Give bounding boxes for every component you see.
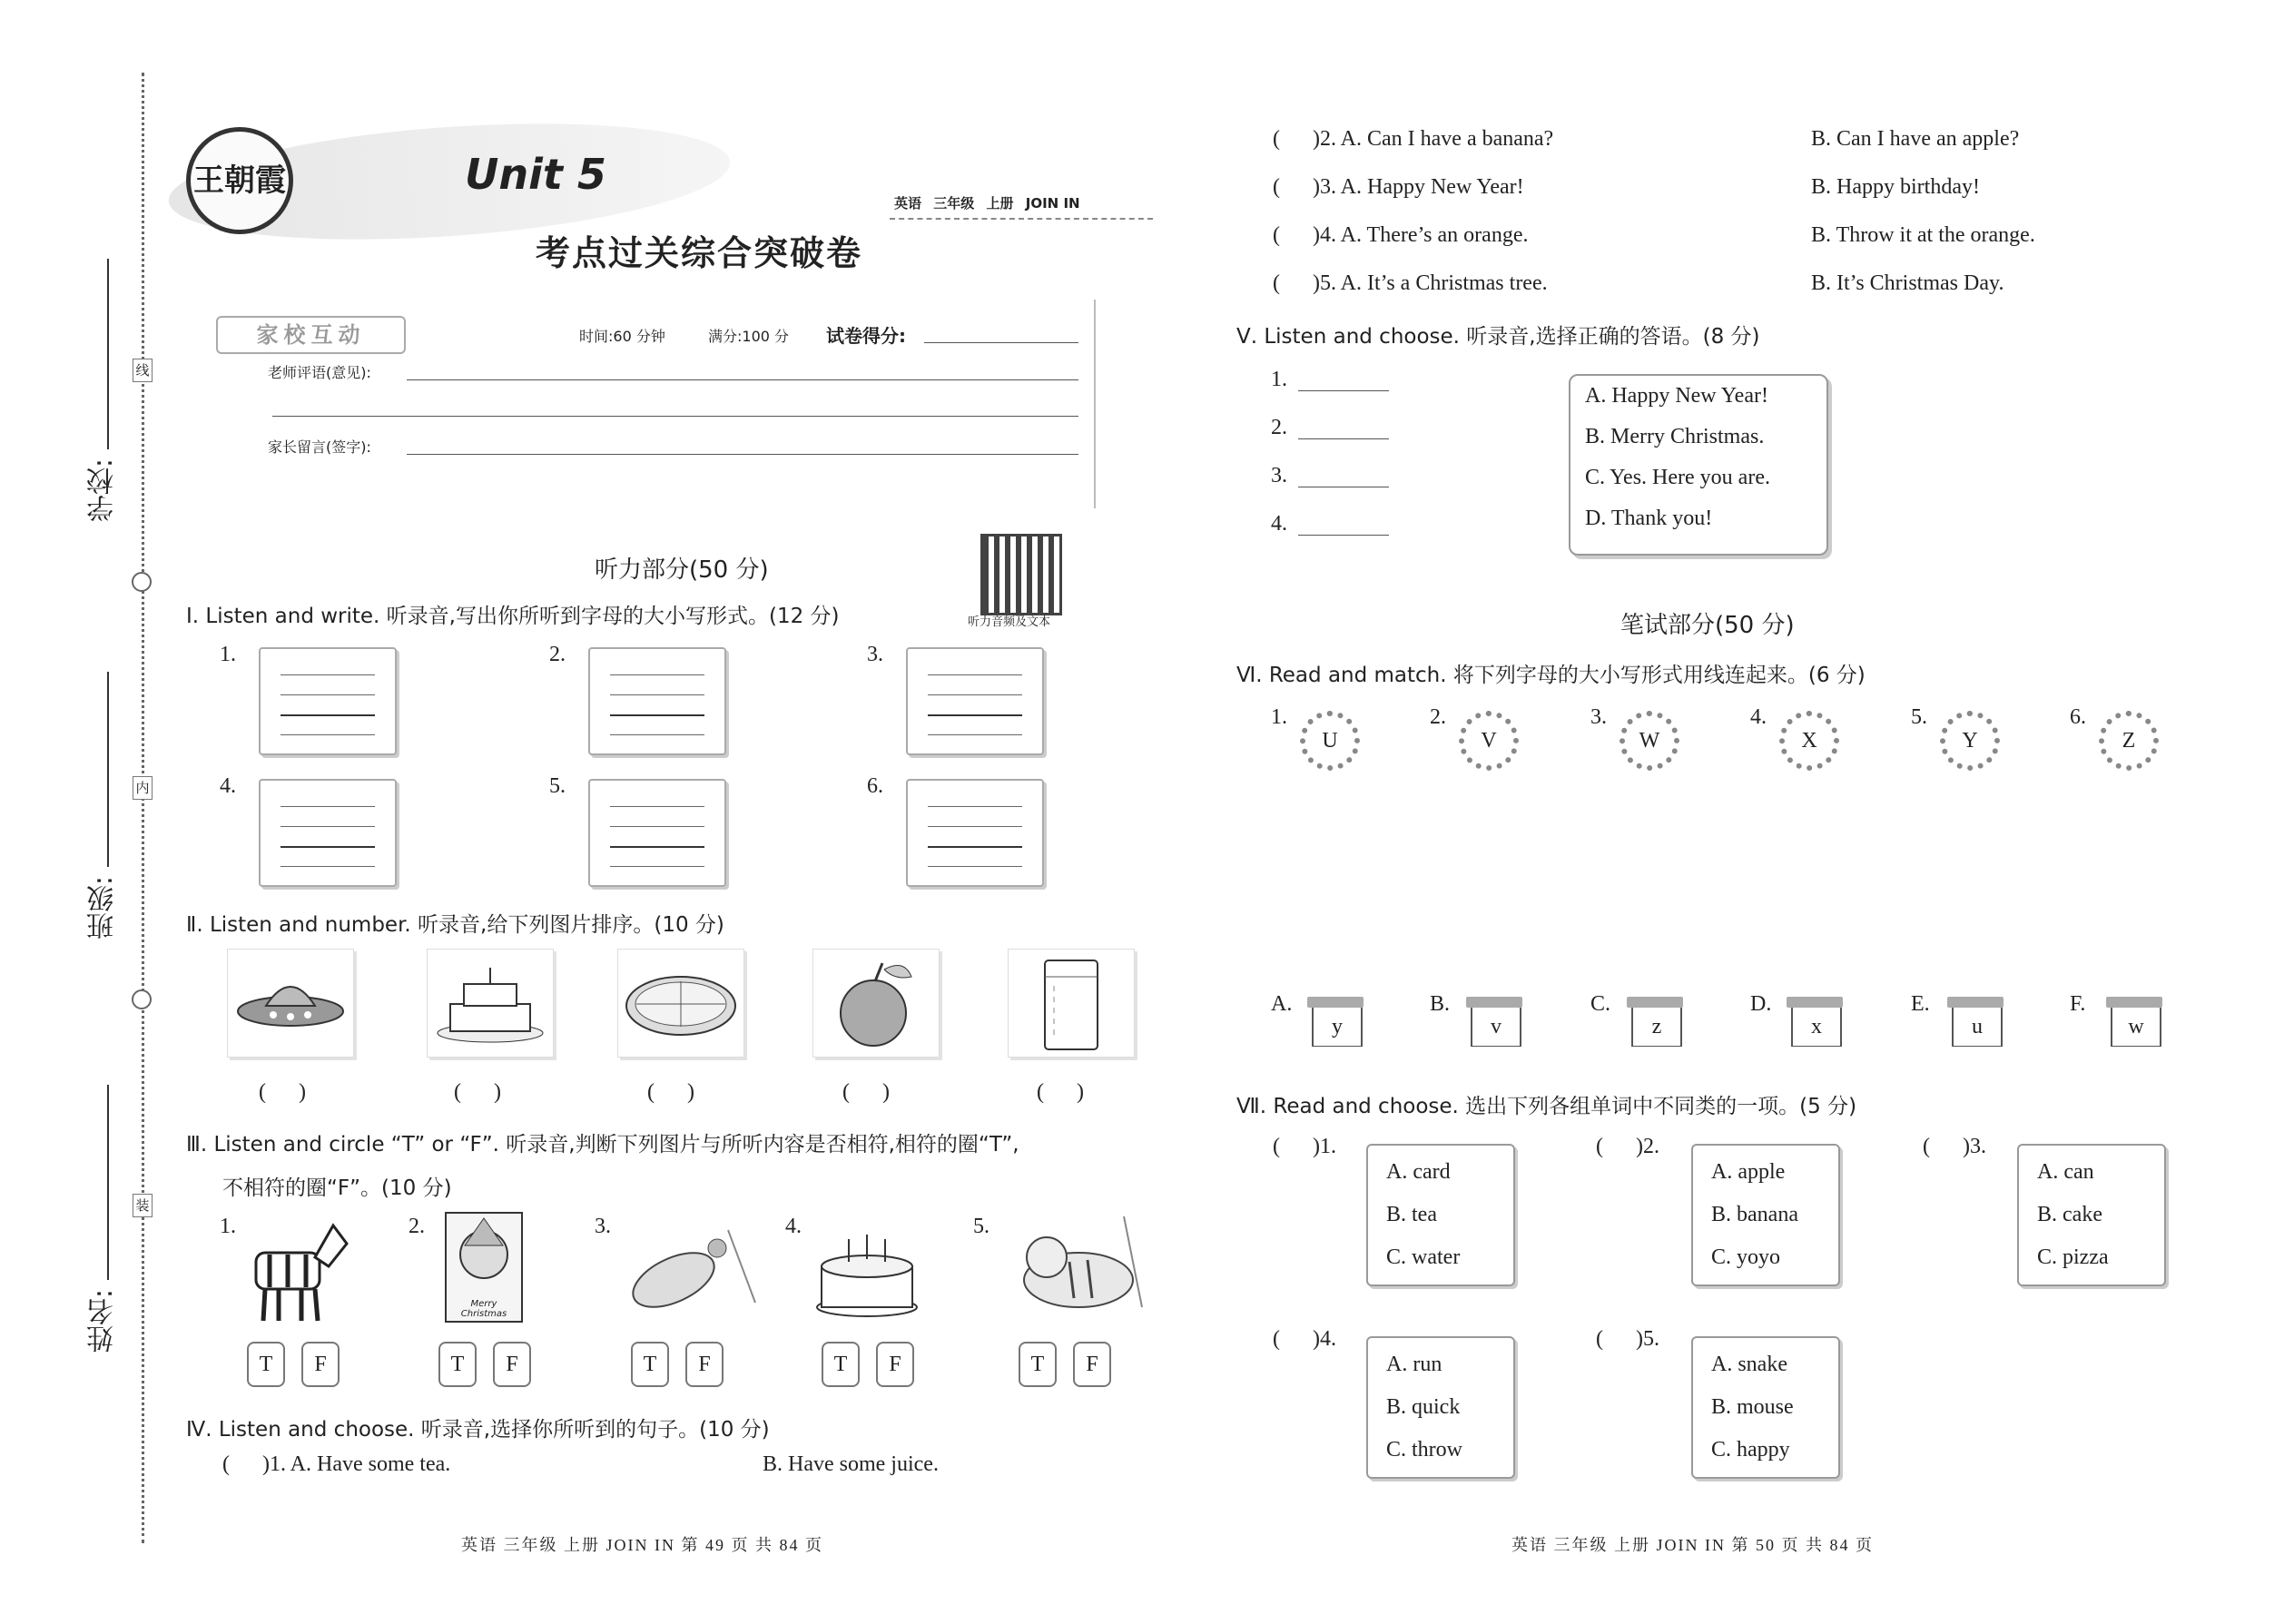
upper-letter-number: 5. bbox=[1911, 705, 1927, 729]
upper-letter-number: 2. bbox=[1430, 705, 1446, 729]
word-group-box bbox=[1366, 1336, 1515, 1479]
word-group-box bbox=[1366, 1144, 1515, 1286]
lower-letter-basket[interactable] bbox=[1307, 997, 1364, 1048]
odd-one-out-item-3[interactable]: ( )3. bbox=[1923, 1135, 1986, 1158]
birthday-cake-icon bbox=[808, 1221, 926, 1321]
score-label: 试卷得分: bbox=[826, 325, 906, 347]
answer-blank-2[interactable] bbox=[1298, 438, 1389, 439]
lower-letter: z bbox=[1631, 1008, 1682, 1047]
glass-picture bbox=[1008, 949, 1135, 1058]
divider bbox=[1094, 300, 1096, 508]
tag-grade: 三年级 bbox=[933, 195, 975, 212]
upper-letter-wreath[interactable]: X bbox=[1779, 711, 1839, 771]
lower-letter-label: C. bbox=[1590, 992, 1611, 1016]
answer-option-c: C. Yes. Here you are. bbox=[1585, 466, 1770, 489]
publisher-logo: 王朝霞 bbox=[186, 127, 293, 234]
listening-title: 听力部分(50 分) bbox=[595, 556, 769, 584]
odd-one-out-item-2[interactable]: ( )2. bbox=[1596, 1135, 1659, 1158]
answer-number-4: 4. bbox=[1271, 512, 1287, 536]
write-item-number: 5. bbox=[549, 774, 566, 798]
home-school-box: 家校互动 bbox=[216, 316, 406, 354]
name-write-line[interactable] bbox=[107, 1085, 109, 1280]
word-option-c: C. yoyo bbox=[1711, 1245, 1781, 1269]
letter-writing-box[interactable] bbox=[259, 779, 397, 887]
pizza-icon bbox=[618, 950, 743, 1057]
word-option-b: B. cake bbox=[2037, 1203, 2102, 1226]
answer-options-box bbox=[1569, 374, 1828, 556]
time-info: 时间:60 分钟 bbox=[579, 328, 665, 345]
section-5-heading: Ⅴ. Listen and choose. 听录音,选择正确的答语。(8 分) bbox=[1236, 325, 1760, 349]
false-option-2[interactable]: F bbox=[493, 1342, 531, 1387]
letter-writing-box[interactable] bbox=[906, 647, 1044, 755]
write-item-number: 4. bbox=[220, 774, 236, 798]
word-option-a: A. run bbox=[1386, 1353, 1442, 1376]
tag-underline bbox=[890, 218, 1153, 220]
ufo-picture bbox=[227, 949, 354, 1058]
upper-letter-wreath[interactable]: Y bbox=[1940, 711, 2000, 771]
number-paren-1[interactable]: ( ) bbox=[259, 1080, 306, 1104]
page-footer-right: 英语 三年级 上册 JOIN IN 第 50 页 共 84 页 bbox=[1511, 1536, 1874, 1554]
lower-letter-basket[interactable] bbox=[1947, 997, 2004, 1048]
write-item-number: 6. bbox=[867, 774, 883, 798]
tag-volume: 上册 bbox=[986, 195, 1014, 212]
word-group-box bbox=[1691, 1336, 1840, 1479]
lower-letter-label: F. bbox=[2070, 992, 2086, 1016]
choice-item-4-b: B. Throw it at the orange. bbox=[1811, 223, 2035, 247]
false-option-1[interactable]: F bbox=[301, 1342, 340, 1387]
unit-title: Unit 5 bbox=[465, 150, 606, 199]
false-option-3[interactable]: F bbox=[685, 1342, 724, 1387]
write-item-number: 1. bbox=[220, 643, 236, 666]
lower-letter-basket[interactable] bbox=[1787, 997, 1843, 1048]
cake-picture bbox=[427, 949, 554, 1058]
glass-of-juice-icon bbox=[1009, 950, 1134, 1057]
qr-code-icon[interactable] bbox=[980, 534, 1062, 615]
section-2-heading: Ⅱ. Listen and number. 听录音,给下列图片排序。(10 分) bbox=[186, 913, 724, 937]
qr-caption: 听力音频及文本 bbox=[968, 615, 1051, 629]
parent-comment-label: 家长留言(签字): bbox=[268, 438, 371, 456]
seal-char-2: 内 bbox=[133, 776, 153, 800]
lower-letter-basket[interactable] bbox=[2106, 997, 2162, 1048]
true-option-5[interactable]: T bbox=[1019, 1342, 1057, 1387]
lower-letter: w bbox=[2111, 1008, 2161, 1047]
tag-subject: 英语 bbox=[894, 195, 922, 212]
odd-one-out-item-4[interactable]: ( )4. bbox=[1273, 1327, 1336, 1351]
word-option-a: A. card bbox=[1386, 1160, 1451, 1184]
word-option-b: B. mouse bbox=[1711, 1395, 1794, 1419]
upper-letter-wreath[interactable]: W bbox=[1620, 711, 1679, 771]
choice-item-1-b: B. Have some juice. bbox=[763, 1452, 939, 1476]
tag-edition: JOIN IN bbox=[1025, 195, 1080, 212]
full-score-info: 满分:100 分 bbox=[708, 328, 790, 345]
write-item-number: 2. bbox=[549, 643, 566, 666]
zebra-icon bbox=[238, 1216, 356, 1325]
word-option-c: C. pizza bbox=[2037, 1245, 2109, 1269]
word-group-box bbox=[1691, 1144, 1840, 1286]
answer-number-1: 1. bbox=[1271, 368, 1287, 391]
false-option-4[interactable]: F bbox=[876, 1342, 914, 1387]
odd-one-out-item-5[interactable]: ( )5. bbox=[1596, 1327, 1659, 1351]
upper-letter-wreath[interactable]: U bbox=[1300, 711, 1360, 771]
choice-item-5-b: B. It’s Christmas Day. bbox=[1811, 271, 2004, 295]
item-number: 1. bbox=[220, 1215, 236, 1238]
upper-letter-number: 4. bbox=[1750, 705, 1767, 729]
true-option-3[interactable]: T bbox=[631, 1342, 669, 1387]
word-option-c: C. happy bbox=[1711, 1438, 1790, 1462]
cat-with-ball-icon bbox=[610, 1221, 764, 1321]
tiger-icon bbox=[997, 1207, 1151, 1321]
lower-letter-label: B. bbox=[1430, 992, 1451, 1016]
lower-letter: x bbox=[1791, 1008, 1842, 1047]
number-paren-4[interactable]: ( ) bbox=[842, 1080, 890, 1104]
school-label: 学校: bbox=[87, 458, 119, 523]
lower-letter: v bbox=[1471, 1008, 1521, 1047]
choice-item-2[interactable]: ( )2. A. Can I have a banana? bbox=[1273, 127, 1554, 151]
apple-picture bbox=[812, 949, 940, 1058]
answer-option-b: B. Merry Christmas. bbox=[1585, 425, 1765, 448]
item-number: 2. bbox=[409, 1215, 425, 1238]
binding-dotted-line bbox=[142, 73, 144, 1543]
teacher-comment-line[interactable] bbox=[407, 379, 1078, 380]
course-tags bbox=[894, 193, 1088, 212]
true-option-1[interactable]: T bbox=[247, 1342, 285, 1387]
answer-blank-1[interactable] bbox=[1298, 390, 1389, 391]
lower-letter-label: A. bbox=[1271, 992, 1293, 1016]
word-option-b: B. quick bbox=[1386, 1395, 1461, 1419]
class-write-line[interactable] bbox=[107, 672, 109, 867]
teacher-comment-line-2[interactable] bbox=[272, 416, 1078, 417]
odd-one-out-item-1[interactable]: ( )1. bbox=[1273, 1135, 1336, 1158]
lower-letter-label: D. bbox=[1750, 992, 1772, 1016]
choice-item-2-b: B. Can I have an apple? bbox=[1811, 127, 2020, 151]
writing-title: 笔试部分(50 分) bbox=[1620, 612, 1795, 639]
seal-char-1: 线 bbox=[133, 359, 153, 382]
item-number: 4. bbox=[785, 1215, 802, 1238]
choice-item-5[interactable]: ( )5. A. It’s a Christmas tree. bbox=[1273, 271, 1548, 295]
true-option-2[interactable]: T bbox=[438, 1342, 477, 1387]
upper-letter-number: 3. bbox=[1590, 705, 1607, 729]
word-option-a: A. can bbox=[2037, 1160, 2094, 1184]
choice-item-3[interactable]: ( )3. A. Happy New Year! bbox=[1273, 175, 1524, 199]
score-field[interactable] bbox=[924, 342, 1078, 343]
answer-number-3: 3. bbox=[1271, 464, 1287, 487]
lower-letter: y bbox=[1312, 1008, 1363, 1047]
answer-option-d: D. Thank you! bbox=[1585, 507, 1713, 530]
section-3-heading: Ⅲ. Listen and circle “T” or “F”. 听录音,判断下列图片与所听内容是否相符,相符的圈“T”, bbox=[186, 1133, 1019, 1156]
school-write-line[interactable] bbox=[107, 259, 109, 449]
word-option-a: A. apple bbox=[1711, 1160, 1786, 1184]
teacher-comment-label: 老师评语(意见): bbox=[268, 364, 371, 381]
section-4-heading: Ⅳ. Listen and choose. 听录音,选择你所听到的句子。(10 分) bbox=[186, 1418, 770, 1442]
false-option-5[interactable]: F bbox=[1073, 1342, 1111, 1387]
section-7-heading: Ⅶ. Read and choose. 选出下列各组单词中不同类的一项。(5 分) bbox=[1236, 1095, 1857, 1118]
pizza-picture bbox=[617, 949, 744, 1058]
binding-hole bbox=[132, 572, 152, 592]
ufo-icon bbox=[228, 950, 353, 1057]
section-6-heading: Ⅵ. Read and match. 将下列字母的大小写形式用线连起来。(6 分) bbox=[1236, 664, 1866, 687]
letter-writing-box[interactable] bbox=[588, 647, 726, 755]
lower-letter: u bbox=[1952, 1008, 2003, 1047]
choice-item-4[interactable]: ( )4. A. There’s an orange. bbox=[1273, 223, 1529, 247]
choice-item-1[interactable]: ( )1. A. Have some tea. bbox=[222, 1452, 451, 1476]
lower-letter-basket[interactable] bbox=[1627, 997, 1683, 1048]
letter-writing-box[interactable] bbox=[259, 647, 397, 755]
apple-icon bbox=[813, 950, 939, 1057]
name-label: 姓名: bbox=[87, 1289, 119, 1353]
word-option-c: C. water bbox=[1386, 1245, 1461, 1269]
answer-blank-4[interactable] bbox=[1298, 535, 1389, 536]
christmas-card-icon bbox=[445, 1212, 523, 1323]
lower-letter-label: E. bbox=[1911, 992, 1930, 1016]
item-number: 5. bbox=[973, 1215, 989, 1238]
cake-icon bbox=[428, 950, 553, 1057]
page-footer-left: 英语 三年级 上册 JOIN IN 第 49 页 共 84 页 bbox=[461, 1536, 823, 1554]
number-paren-3[interactable]: ( ) bbox=[647, 1080, 694, 1104]
section-1-heading: Ⅰ. Listen and write. 听录音,写出你所听到字母的大小写形式。(12 分) bbox=[186, 605, 840, 628]
binding-hole bbox=[132, 989, 152, 1009]
word-group-box bbox=[2017, 1144, 2166, 1286]
lower-letter-basket[interactable] bbox=[1466, 997, 1522, 1048]
upper-letter-wreath[interactable]: Z bbox=[2099, 711, 2159, 771]
word-option-c: C. throw bbox=[1386, 1438, 1462, 1462]
answer-option-a: A. Happy New Year! bbox=[1585, 384, 1768, 408]
letter-writing-box[interactable] bbox=[906, 779, 1044, 887]
upper-letter-number: 6. bbox=[2070, 705, 2086, 729]
write-item-number: 3. bbox=[867, 643, 883, 666]
word-option-b: B. banana bbox=[1711, 1203, 1798, 1226]
answer-number-2: 2. bbox=[1271, 416, 1287, 439]
exam-title: 考点过关综合突破卷 bbox=[536, 232, 863, 273]
choice-item-3-b: B. Happy birthday! bbox=[1811, 175, 1980, 199]
letter-writing-box[interactable] bbox=[588, 779, 726, 887]
upper-letter-number: 1. bbox=[1271, 705, 1287, 729]
parent-comment-line[interactable] bbox=[407, 454, 1078, 455]
number-paren-2[interactable]: ( ) bbox=[454, 1080, 501, 1104]
upper-letter-wreath[interactable]: V bbox=[1459, 711, 1519, 771]
word-option-b: B. tea bbox=[1386, 1203, 1437, 1226]
class-label: 班级: bbox=[87, 876, 119, 940]
item-number: 3. bbox=[595, 1215, 611, 1238]
word-option-a: A. snake bbox=[1711, 1353, 1787, 1376]
seal-char-3: 装 bbox=[133, 1194, 153, 1217]
card-text: Merry Christmas bbox=[460, 1299, 507, 1319]
section-3-heading-cont: 不相符的圈“F”。(10 分) bbox=[222, 1176, 452, 1200]
true-option-4[interactable]: T bbox=[822, 1342, 860, 1387]
number-paren-5[interactable]: ( ) bbox=[1037, 1080, 1084, 1104]
